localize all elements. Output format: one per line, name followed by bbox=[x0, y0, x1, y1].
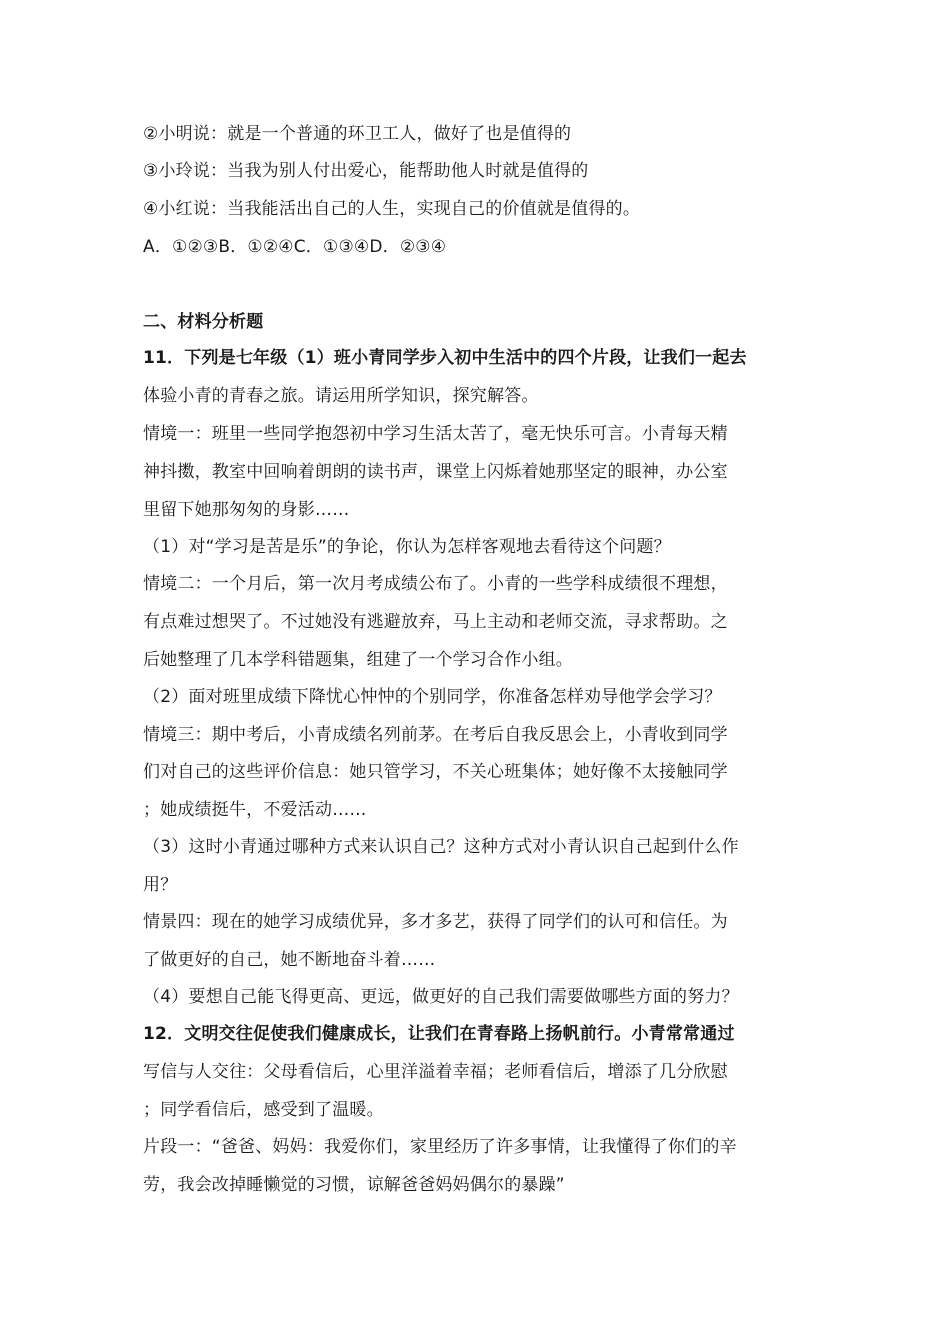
scenario-3-line-2: 们对自己的这些评价信息：她只管学习，不关心班集体；她好像不太接触同学 bbox=[143, 762, 728, 782]
sub-question-4: （4）要想自己能飞得更高、更远，做更好的自己我们需要做哪些方面的努力？ bbox=[143, 987, 739, 1007]
scenario-4-line-2: 了做更好的自己，她不断地奋斗着…… bbox=[143, 950, 436, 970]
scenario-2-line-3: 后她整理了几本学科错题集，组建了一个学习合作小组。 bbox=[143, 650, 573, 670]
sub-question-3-line-2: 用？ bbox=[143, 875, 178, 895]
question-12-intro-line-1: 12．文明交往促使我们健康成长，让我们在青春路上扬帆前行。小青常常通过 bbox=[143, 1024, 735, 1044]
excerpt-1-line-1: 片段一：“爸爸、妈妈：我爱你们，家里经历了许多事情，让我懂得了你们的辛 bbox=[143, 1137, 737, 1157]
scenario-1-line-2: 神抖擞，教室中回响着朗朗的读书声，课堂上闪烁着她那坚定的眼神，办公室 bbox=[143, 462, 728, 482]
scenario-4-line-1: 情景四：现在的她学习成绩优异，多才多艺，获得了同学们的认可和信任。为 bbox=[143, 912, 728, 932]
question-11-intro-line-2: 体验小青的青春之旅。请运用所学知识，探究解答。 bbox=[143, 386, 539, 406]
scenario-3-line-1: 情境三：期中考后，小青成绩名列前茅。在考后自我反思会上，小青收到同学 bbox=[143, 725, 728, 745]
scenario-1-line-1: 情境一：班里一些同学抱怨初中学习生活太苦了，毫无快乐可言。小青每天精 bbox=[143, 424, 728, 444]
excerpt-1-line-2: 劳，我会改掉睡懒觉的习惯，谅解爸爸妈妈偶尔的暴躁” bbox=[143, 1175, 565, 1195]
option-item-4: ④小红说：当我能活出自己的人生，实现自己的价值就是值得的。 bbox=[143, 199, 641, 219]
scenario-2-line-1: 情境二：一个月后，第一次月考成绩公布了。小青的一些学科成绩很不理想， bbox=[143, 574, 728, 594]
section-heading: 二、材料分析题 bbox=[143, 312, 264, 332]
sub-question-2: （2）面对班里成绩下降忧心忡忡的个别同学，你准备怎样劝导他学会学习？ bbox=[143, 687, 722, 707]
scenario-3-line-3: ；她成绩挺牛，不爱活动…… bbox=[143, 800, 367, 820]
scenario-2-line-2: 有点难过想哭了。不过她没有逃避放弃，马上主动和老师交流，寻求帮助。之 bbox=[143, 612, 728, 632]
option-item-3: ③小玲说：当我为别人付出爱心，能帮助他人时就是值得的 bbox=[143, 161, 589, 181]
sub-question-1: （1）对“学习是苦是乐”的争论，你认为怎样客观地去看待这个问题？ bbox=[143, 537, 671, 557]
option-item-2: ②小明说：就是一个普通的环卫工人，做好了也是值得的 bbox=[143, 124, 572, 144]
scenario-1-line-3: 里留下她那匆匆的身影…… bbox=[143, 500, 350, 520]
answer-choices: A．①②③B．①②④C．①③④D．②③④ bbox=[143, 237, 447, 257]
question-11-intro-line-1: 11．下列是七年级（1）班小青同学步入初中生活中的四个片段，让我们一起去 bbox=[143, 348, 747, 368]
sub-question-3-line-1: （3）这时小青通过哪种方式来认识自己？这种方式对小青认识自己起到什么作 bbox=[143, 837, 739, 857]
question-12-intro-line-2: 写信与人交往：父母看信后，心里洋溢着幸福；老师看信后，增添了几分欣慰 bbox=[143, 1062, 728, 1082]
question-12-intro-line-3: ；同学看信后，感受到了温暖。 bbox=[143, 1100, 384, 1120]
